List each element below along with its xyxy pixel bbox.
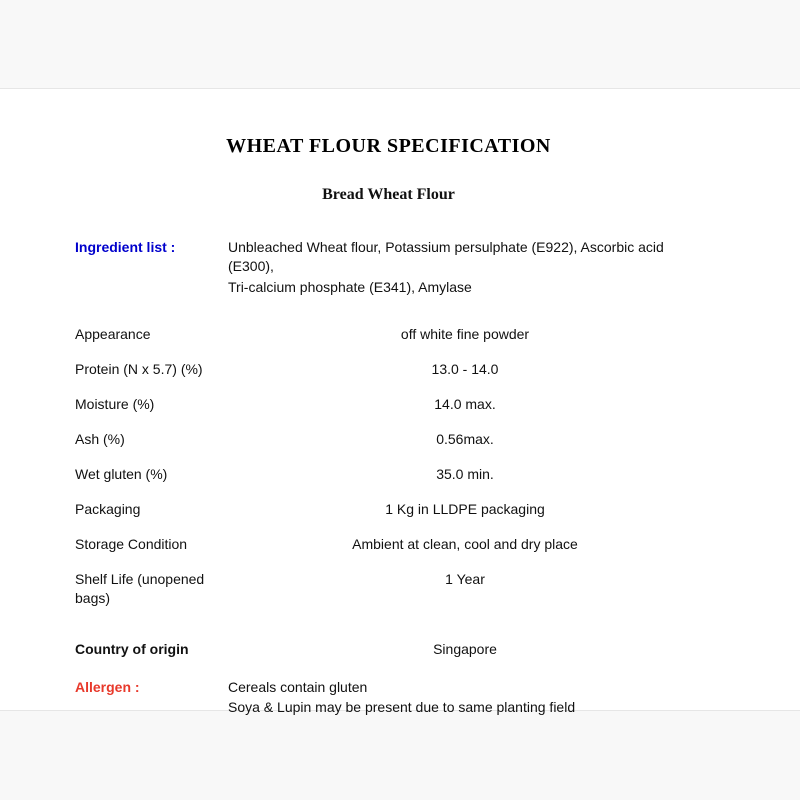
spec-label: Shelf Life (unopened bags) xyxy=(75,571,205,606)
spec-value: Ambient at clean, cool and dry place xyxy=(352,536,578,552)
spec-row-protein xyxy=(75,360,702,379)
spec-value: 35.0 min. xyxy=(436,466,494,482)
spec-value: 14.0 max. xyxy=(434,396,496,412)
ingredient-value xyxy=(228,238,702,299)
allergen-label: Allergen : xyxy=(75,679,140,695)
spec-value: 13.0 - 14.0 xyxy=(431,361,499,377)
spec-label: Moisture (%) xyxy=(75,396,155,412)
allergen-line: Cereals contain gluten xyxy=(228,679,368,695)
spec-label: Storage Condition xyxy=(75,536,188,552)
spec-row-packaging xyxy=(75,500,702,519)
country-of-origin-row xyxy=(75,640,702,659)
ingredient-line: Unbleached Wheat flour, Potassium persulphate (E922), Ascorbic acid (E300), xyxy=(228,239,664,274)
specification-document xyxy=(0,89,800,718)
top-margin-band xyxy=(0,0,800,89)
ingredient-label: Ingredient list : xyxy=(75,239,176,255)
document-title: WHEAT FLOUR SPECIFICATION xyxy=(226,135,551,157)
allergen-row xyxy=(75,678,702,718)
spec-label: Appearance xyxy=(75,326,151,342)
ingredient-row xyxy=(75,238,702,299)
document-subtitle: Bread Wheat Flour xyxy=(322,186,455,203)
origin-value: Singapore xyxy=(433,641,497,657)
spec-label: Packaging xyxy=(75,501,141,517)
bottom-margin-band xyxy=(0,710,800,800)
allergen-value xyxy=(228,678,702,718)
spec-label: Protein (N x 5.7) (%) xyxy=(75,361,203,377)
spec-row-moisture xyxy=(75,395,702,414)
spec-table xyxy=(75,325,702,608)
ingredient-line: Tri-calcium phosphate (E341), Amylase xyxy=(228,279,472,295)
spec-row-shelf-life xyxy=(75,570,702,608)
spec-value: off white fine powder xyxy=(400,326,530,342)
origin-label: Country of origin xyxy=(75,641,189,657)
spec-row-appearance xyxy=(75,325,702,344)
spec-row-wet-gluten xyxy=(75,465,702,484)
spec-label: Wet gluten (%) xyxy=(75,466,168,482)
allergen-line: Soya & Lupin may be present due to same planting field xyxy=(228,699,576,715)
spec-value: 1 Kg in LLDPE packaging xyxy=(385,501,545,517)
spec-label: Ash (%) xyxy=(75,431,125,447)
spec-value: 0.56max. xyxy=(436,431,494,447)
spec-row-storage-condition xyxy=(75,535,702,554)
spec-row-ash xyxy=(75,430,702,449)
spec-value: 1 Year xyxy=(445,571,485,587)
